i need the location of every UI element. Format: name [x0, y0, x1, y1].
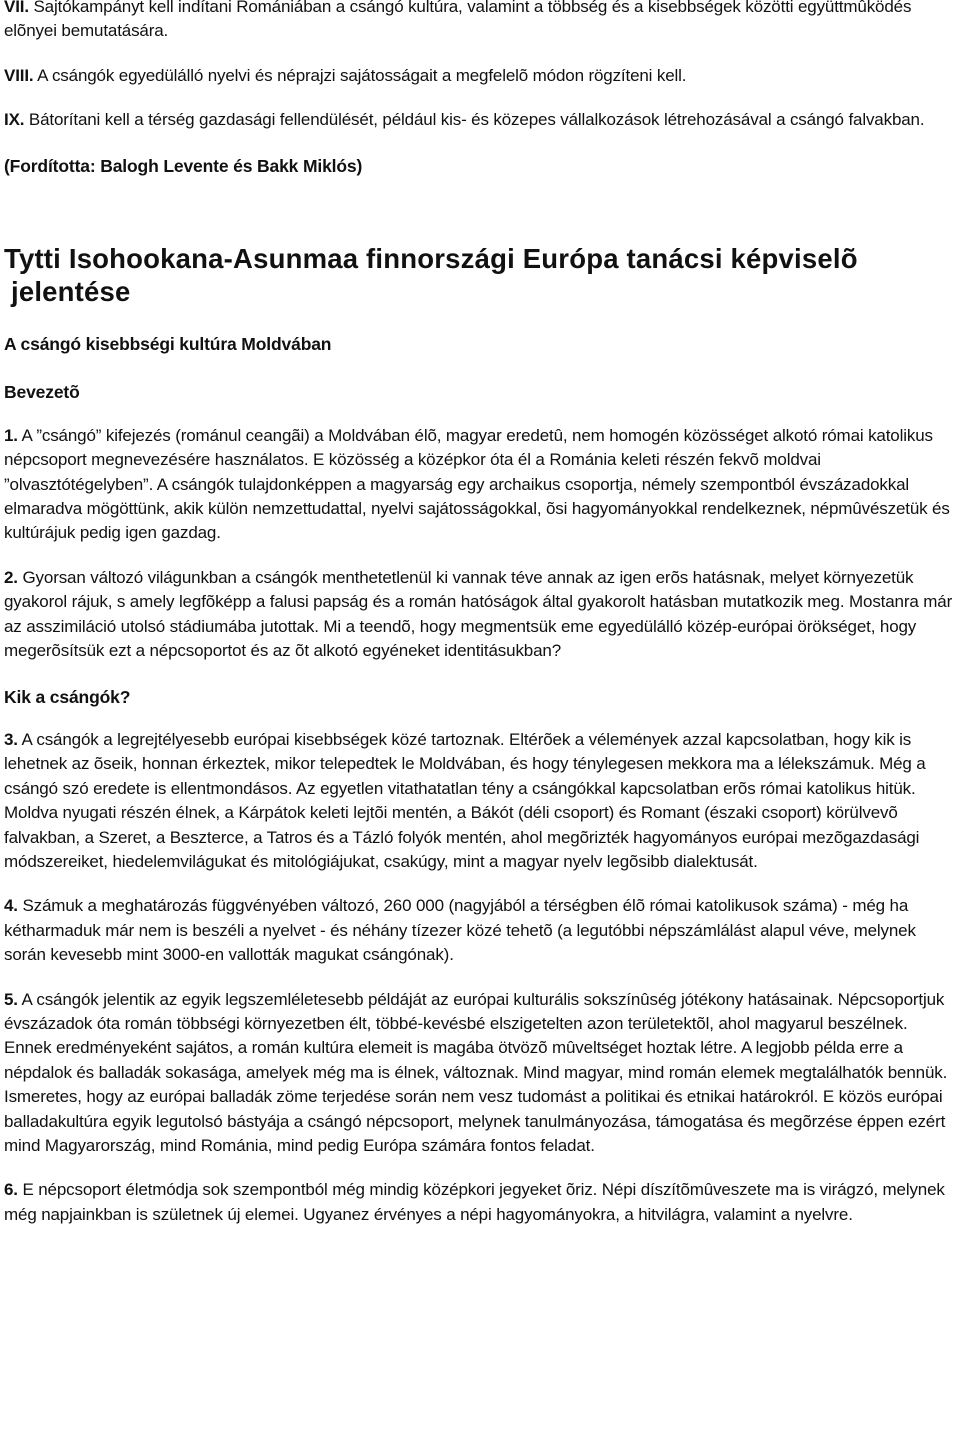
item-text: Sajtókampányt kell indítani Romániában a csángó kultúra, valamint a többség és a kisebbségek közötti együttmûködés elõnyei bemutatására.	[4, 0, 912, 41]
heading-intro: Bevezetõ	[4, 382, 80, 403]
translators-credit: (Fordította: Balogh Levente és Bakk Miklós)	[4, 155, 363, 176]
recommendation-viii	[4, 64, 956, 88]
paragraph-number: 5.	[4, 989, 18, 1009]
paragraph-text: E népcsoport életmódja sok szempontból még mindig középkori jegyeket õriz. Népi díszítõmûveszete ma is virágzó, melynek még napjainkban is születnek új elemei. Ugyanez érvényes a népi hagyományokra, a hitvilágra, valamint a nyelvre.	[4, 1180, 945, 1224]
report-title	[4, 242, 956, 308]
report-title-line-2: jelentése	[11, 276, 131, 308]
document-page	[4, 0, 956, 1227]
paragraph-number: 1.	[4, 425, 18, 445]
item-text: Bátorítani kell a térség gazdasági fellendülését, például kis- és közepes vállalkozások létrehozásával a csángó falvakban.	[24, 110, 925, 130]
paragraph-text: A csángók jelentik az egyik legszemléletesebb példáját az európai kulturális sokszínûség jótékony hatásainak. Népcsoportjuk évszázadok óta román többségi környezetben élt, többé-kevésbé elszigetelten azon területektõl, ahol magyarul beszélnek. Ennek eredményeként sajátos, a román kultúra elemeit is magába ötvözõ mûveltséget hoztak létre. A legjobb példa erre a népdalok és balladák sokasága, amelyek még ma is élnek, változnak. Mind magyar, mind román elemek megtalálhatók bennük. Ismeretes, hogy az európai balladák zöme terjedése során nem vesz tudomást a politikai és etnikai határokról. E közös európai balladakultúra egyik legutolsó bástyája a csángó népcsoport, melynek tanulmányozása, támogatása és megõrzése éppen ezért mind Magyarország, mind Románia, mind pedig Európa számára fontos feladat.	[4, 989, 948, 1155]
item-number: VIII.	[4, 65, 34, 85]
paragraph-5	[4, 988, 956, 1159]
item-number: IX.	[4, 110, 25, 130]
item-text: A csángók egyedülálló nyelvi és néprajzi sajátosságait a megfelelõ módon rögzíteni kell.	[33, 65, 687, 85]
report-subtitle: A csángó kisebbségi kultúra Moldvában	[4, 334, 332, 355]
item-number: VII.	[4, 0, 29, 16]
paragraph-number: 6.	[4, 1180, 18, 1200]
heading-who-are-the-csangos: Kik a csángók?	[4, 686, 131, 707]
paragraph-text: Számuk a meghatározás függvényében változó, 260 000 (nagyjából a térségben élõ római katolikusok száma) - még ha kétharmaduk már nem is beszéli a nyelvet - és néhány tízezer közé tehetõ (a legutóbbi népszámlálást alapul véve, melynek során kevesebb mint 3000-en vallották magukat csángónak).	[4, 896, 916, 965]
paragraph-text: A csángók a legrejtélyesebb európai kisebbségek közé tartoznak. Eltérõek a vélemények azzal kapcsolatban, hogy kik is lehetnek az õseik, honnan érkeztek, mikor telepedtek le Moldvában, és hogy ténylegesen mekkora ma a lélekszámuk. Még a csángó szó eredete is ellentmondásos. Az egyetlen vitathatatlan tény a csángókkal kapcsolatban erõs római katolikus hitük. Moldva nyugati részén élnek, a Kárpátok keleti lejtõi mentén, a Bákót (déli csoport) és Romant (északi csoport) körülvevõ falvakban, a Szeret, a Beszterce, a Tatros és a Tázló folyók mentén, ahol megõrizték hagyományos európai mezõgazdasági módszereiket, hiedelemvilágukat és mitológiájukat, csakúgy, mint a magyar nyelv legõsibb dialektusát.	[4, 729, 926, 871]
paragraph-number: 3.	[4, 729, 18, 749]
paragraph-2	[4, 566, 956, 664]
report-title-line-1: Tytti Isohookana-Asunmaa finnországi Európa tanácsi képviselõ	[4, 243, 858, 275]
paragraph-number: 2.	[4, 567, 18, 587]
paragraph-number: 4.	[4, 896, 18, 916]
recommendation-ix	[4, 108, 956, 132]
paragraph-text: Gyorsan változó világunkban a csángók menthetetlenül ki vannak téve annak az igen erõs hatásnak, melyet környezetük gyakorol rájuk, s amely legfõképp a falusi papság és a román hatóságok által gyakorolt hatásban mutatkozik meg. Mostanra már az asszimiláció utolsó stádiumába jutottak. Mi a teendõ, hogy megmentsük eme egyedülálló közép-európai örökséget, hogy megerõsítsük ezt a népcsoportot és az õt alkotó egyéneket identitásukban?	[4, 567, 953, 661]
paragraph-3	[4, 728, 956, 874]
paragraph-1	[4, 424, 956, 546]
paragraph-6	[4, 1178, 956, 1227]
paragraph-4	[4, 894, 956, 967]
recommendation-vii	[4, 0, 956, 44]
paragraph-text: A ”csángó” kifejezés (románul ceangãi) a Moldvában élõ, magyar eredetû, nem homogén közösséget alkotó római katolikus népcsoport megnevezésére használatos. E közösség a középkor óta él a Románia keleti részén fekvõ moldvai ”olvasztótégelyben”. A csángók tulajdonképpen a magyarság egy archaikus csoportja, némely szempontból évszázadokkal elmaradva mögöttünk, akik külön nemzettudattal, nyelvi sajátosságokkal, õsi hagyományokkal rendelkeznek, népmûvészetük és kultúrájuk pedig igen gazdag.	[4, 425, 950, 543]
